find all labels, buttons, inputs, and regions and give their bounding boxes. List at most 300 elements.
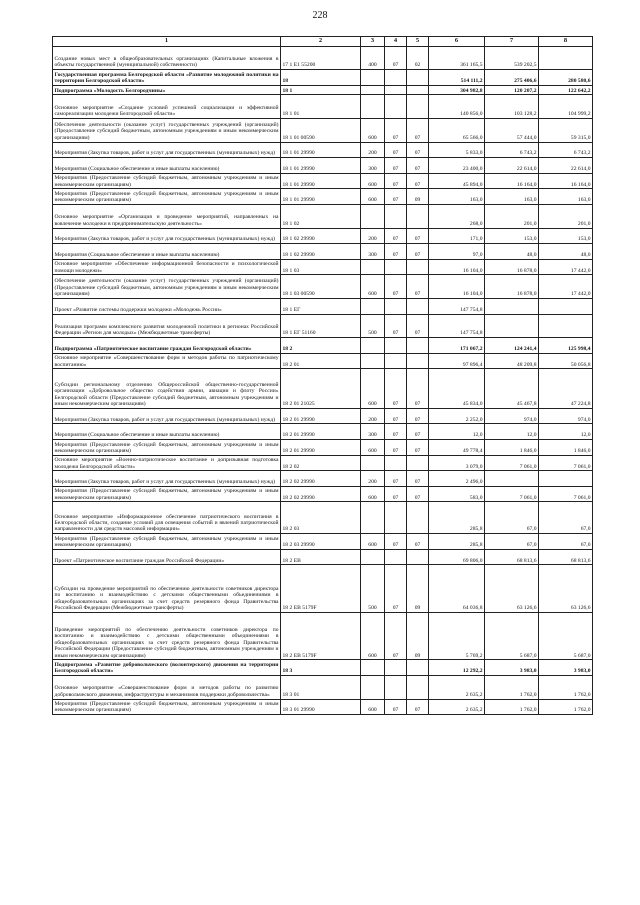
budget-table <box>52 36 593 715</box>
item-name: Мероприятия (Предоставление субсидий бюджетным, автономным учреждениям и иным некоммерческим организациям) <box>54 175 279 188</box>
expense-type: 600 <box>361 486 385 502</box>
table-row <box>53 275 593 299</box>
amount-year-1: 23 400,0 <box>429 158 485 174</box>
subsection-code <box>407 455 429 471</box>
amount-year-1: 64 036,8 <box>429 565 485 613</box>
subsection-code <box>407 338 429 354</box>
subsection-code: 09 <box>407 612 429 660</box>
amount-year-2: 974,0 <box>485 408 539 424</box>
item-name: Основное мероприятие «Совершенствование форм и методов работы по патриотическому воспитанию» <box>54 355 279 368</box>
amount-year-2: 539 202,5 <box>485 46 539 70</box>
amount-year-2: 48 209,8 <box>485 353 539 369</box>
amount-year-1: 65 566,0 <box>429 118 485 142</box>
section-code: 07 <box>385 189 407 205</box>
table-row <box>53 142 593 158</box>
amount-year-3 <box>539 314 593 338</box>
table-row <box>53 338 593 354</box>
amount-year-3 <box>539 471 593 487</box>
amount-year-2: 275 406,6 <box>485 70 539 86</box>
subsection-code: 07 <box>407 369 429 409</box>
section-code: 07 <box>385 534 407 550</box>
amount-year-1: 285,8 <box>429 502 485 534</box>
amount-year-1: 12,0 <box>429 424 485 440</box>
subsection-code <box>407 502 429 534</box>
subsection-code: 07 <box>407 314 429 338</box>
amount-year-1: 16 104,0 <box>429 259 485 275</box>
expense-type <box>361 259 385 275</box>
amount-year-2: 120 207,2 <box>485 85 539 95</box>
amount-year-2: 57 444,0 <box>485 118 539 142</box>
amount-year-3: 16 164,0 <box>539 173 593 189</box>
amount-year-3: 163,0 <box>539 189 593 205</box>
amount-year-1: 69 806,0 <box>429 549 485 565</box>
expense-type <box>361 353 385 369</box>
subsection-code: 07 <box>407 228 429 244</box>
item-name: Мероприятия (Закупка товаров, работ и услуг для государственных (муниципальных) нужд) <box>53 142 281 158</box>
table-row <box>53 471 593 487</box>
amount-year-2: 124 241,4 <box>485 338 539 354</box>
amount-year-1: 285,8 <box>429 534 485 550</box>
amount-year-2: 22 614,0 <box>485 158 539 174</box>
section-code: 07 <box>385 158 407 174</box>
table-row <box>53 549 593 565</box>
amount-year-1: 361 165,5 <box>429 46 485 70</box>
section-code: 07 <box>385 612 407 660</box>
item-name: Мероприятия (Социальное обеспечение и иные выплаты населению) <box>53 244 281 260</box>
table-row <box>53 228 593 244</box>
section-code <box>385 455 407 471</box>
section-code: 07 <box>385 408 407 424</box>
table-row <box>53 189 593 205</box>
table-row <box>53 353 593 369</box>
item-code: 18 1 01 29990 <box>281 173 361 189</box>
item-code: 18 2 01 29990 <box>281 440 361 456</box>
expense-type <box>361 298 385 314</box>
expense-type: 500 <box>361 565 385 613</box>
table-row <box>53 158 593 174</box>
item-code: 18 3 <box>281 660 361 676</box>
item-code: 18 1 01 29990 <box>281 142 361 158</box>
section-code <box>385 95 407 119</box>
item-name: Государственная программа Белгородской области «Развитие молодежной политики на территории Белгородской области» <box>54 71 279 85</box>
amount-year-2: 153,0 <box>485 228 539 244</box>
amount-year-1: 140 856,0 <box>429 95 485 119</box>
table-row <box>53 676 593 700</box>
amount-year-2: 6 743,2 <box>485 142 539 158</box>
amount-year-2: 12,0 <box>485 424 539 440</box>
item-name: Основное мероприятие «Обеспечение информационной безопасности и психологической помощи молодежи» <box>54 261 279 274</box>
expense-type <box>361 455 385 471</box>
item-name: Мероприятия (Предоставление субсидий бюджетным, автономным учреждениям и иным некоммерческим организациям) <box>54 190 279 204</box>
item-name: Мероприятия (Закупка товаров, работ и услуг для государственных (муниципальных) нужд) <box>53 228 281 244</box>
item-name: Подпрограмма «Патриотическое воспитание граждан Белгородской области» <box>53 338 281 354</box>
table-row <box>53 699 593 715</box>
item-code: 18 1 01 29990 <box>281 158 361 174</box>
item-code: 18 2 ЕВ 5179F <box>281 612 361 660</box>
section-code: 07 <box>385 173 407 189</box>
subsection-code <box>407 70 429 86</box>
item-name: Мероприятия (Закупка товаров, работ и услуг для государственных (муниципальных) нужд) <box>53 471 281 487</box>
item-code: 18 1 03 <box>281 259 361 275</box>
section-code <box>385 70 407 86</box>
expense-type: 600 <box>361 173 385 189</box>
amount-year-3: 5 687,0 <box>539 612 593 660</box>
expense-type: 200 <box>361 142 385 158</box>
section-code <box>385 259 407 275</box>
amount-year-1: 171,0 <box>429 228 485 244</box>
amount-year-3: 201,0 <box>539 204 593 228</box>
section-code: 07 <box>385 440 407 456</box>
item-name: Реализация программ комплексного развития молодежной политики в регионах Российской Федерации «Регион для молодых» (Межбюджетные трансферты) <box>53 314 281 338</box>
item-code: 18 1 01 29990 <box>281 189 361 205</box>
expense-type: 300 <box>361 244 385 260</box>
subsection-code <box>407 353 429 369</box>
item-name: Обеспечение деятельности (оказание услуг) государственных учреждений (организаций) (Предоставление субсидий бюджетным, автономным учреждениям и иным некоммерческим организациям) <box>53 118 281 142</box>
amount-year-1: 45 834,0 <box>429 369 485 409</box>
item-code: 18 2 02 <box>281 455 361 471</box>
amount-year-1: 5 833,0 <box>429 142 485 158</box>
item-name: Создание новых мест в общеобразовательных организациях (Капитальные вложения в объекты государственной (муниципальной) собственности) <box>53 46 281 70</box>
expense-type <box>361 502 385 534</box>
table-row <box>53 85 593 95</box>
item-name: Основное мероприятие «Создание условий успешной социализации и эффективной самореализации молодежи Белгородской области» <box>53 95 281 119</box>
expense-type: 200 <box>361 228 385 244</box>
amount-year-3: 63 126,6 <box>539 565 593 613</box>
item-code: 18 1 01 00590 <box>281 118 361 142</box>
section-code: 07 <box>385 699 407 715</box>
subsection-code: 07 <box>407 699 429 715</box>
table-row <box>53 565 593 613</box>
amount-year-2 <box>485 471 539 487</box>
header-cell: 5 <box>407 37 429 47</box>
item-name: Мероприятия (Предоставление субсидий бюджетным, автономным учреждениям и иным некоммерческим организациям) <box>54 441 279 454</box>
table-row <box>53 408 593 424</box>
subsection-code: 07 <box>407 142 429 158</box>
expense-type: 200 <box>361 471 385 487</box>
amount-year-2: 1 762,0 <box>485 699 539 715</box>
amount-year-1: 5 769,2 <box>429 612 485 660</box>
table-body <box>53 46 593 715</box>
amount-year-3 <box>539 46 593 70</box>
amount-year-2: 201,0 <box>485 204 539 228</box>
table-row <box>53 298 593 314</box>
section-code: 07 <box>385 314 407 338</box>
item-code: 18 1 01 <box>281 95 361 119</box>
section-code <box>385 676 407 700</box>
item-code: 18 1 02 <box>281 204 361 228</box>
item-name: Мероприятия (Предоставление субсидий бюджетным, автономным учреждениям и иным некоммерческим организациям) <box>54 488 279 501</box>
item-code: 18 1 ЕГ <box>281 298 361 314</box>
amount-year-3: 280 580,6 <box>539 70 593 86</box>
expense-type: 300 <box>361 158 385 174</box>
item-code: 18 2 01 <box>281 353 361 369</box>
expense-type <box>361 338 385 354</box>
item-code: 18 2 02 29990 <box>281 471 361 487</box>
item-name: Проведение мероприятий по обеспечению деятельности советников директора по воспитанию и взаимодействию с детскими общественными объединениями в общеобразовательных организациях за счет средств резервного фонда Правительства Российской Федерации (Предоставление субсидий бюджетным, автономным учреждениям и иным некоммерческим организациям) <box>53 612 281 660</box>
amount-year-1: 2 635,2 <box>429 699 485 715</box>
amount-year-1: 171 067,2 <box>429 338 485 354</box>
item-name: Основное мероприятие «Совершенствование форм и методов работы по развитию добровольческого движения, инфраструктуры и механизмов поддержки добровольчества» <box>53 676 281 700</box>
amount-year-3: 104 999,2 <box>539 95 593 119</box>
amount-year-2: 7 061,0 <box>485 486 539 502</box>
amount-year-3: 974,0 <box>539 408 593 424</box>
item-name: Мероприятия (Социальное обеспечение и иные выплаты населению) <box>53 158 281 174</box>
expense-type <box>361 95 385 119</box>
item-name: Мероприятия (Социальное обеспечение и иные выплаты населению) <box>53 424 281 440</box>
subsection-code: 07 <box>407 118 429 142</box>
amount-year-1: 3 079,0 <box>429 455 485 471</box>
amount-year-2 <box>485 298 539 314</box>
item-code: 18 <box>281 70 361 86</box>
amount-year-1: 2 635,2 <box>429 676 485 700</box>
subsection-code: 02 <box>407 46 429 70</box>
amount-year-3: 59 315,0 <box>539 118 593 142</box>
item-code: 18 2 03 <box>281 502 361 534</box>
expense-type: 200 <box>361 408 385 424</box>
item-name: Основное мероприятие «Информационное обеспечение патриотического воспитания в Белгородской области, создание условий для освещения событий и явлений патриотической направленности для средств массовой информации» <box>53 502 281 534</box>
expense-type <box>361 204 385 228</box>
expense-type: 300 <box>361 424 385 440</box>
amount-year-3: 125 998,4 <box>539 338 593 354</box>
amount-year-1: 583,0 <box>429 486 485 502</box>
header-cell: 1 <box>53 37 281 47</box>
amount-year-1: 97,0 <box>429 244 485 260</box>
subsection-code: 09 <box>407 189 429 205</box>
amount-year-2: 163,0 <box>485 189 539 205</box>
header-cell: 7 <box>485 37 539 47</box>
section-code: 07 <box>385 228 407 244</box>
item-code: 18 2 02 29990 <box>281 486 361 502</box>
amount-year-3: 67,0 <box>539 502 593 534</box>
amount-year-2 <box>485 314 539 338</box>
amount-year-2: 1 762,0 <box>485 676 539 700</box>
item-name: Подпрограмма «Развитие добровольческого (волонтерского) движения на территории Белгородской области» <box>54 661 279 675</box>
table-row <box>53 118 593 142</box>
amount-year-2: 45 467,8 <box>485 369 539 409</box>
amount-year-2: 103 128,2 <box>485 95 539 119</box>
page-number: 228 <box>312 10 328 21</box>
amount-year-3: 7 061,0 <box>539 486 593 502</box>
amount-year-2: 16 878,0 <box>485 259 539 275</box>
item-code: 18 1 ЕГ 51160 <box>281 314 361 338</box>
header-cell: 3 <box>361 37 385 47</box>
section-code <box>385 660 407 676</box>
expense-type: 600 <box>361 612 385 660</box>
amount-year-3: 50 056,8 <box>539 353 593 369</box>
section-code: 07 <box>385 46 407 70</box>
amount-year-3: 122 642,2 <box>539 85 593 95</box>
item-name: Основное мероприятие «Организация и проведение мероприятий, направленных на вовлечение молодежи в предпринимательскую деятельность» <box>53 204 281 228</box>
table-row <box>53 204 593 228</box>
amount-year-3: 1 762,0 <box>539 676 593 700</box>
expense-type: 600 <box>361 189 385 205</box>
amount-year-1: 49 778,4 <box>429 440 485 456</box>
amount-year-1: 45 894,0 <box>429 173 485 189</box>
table-row <box>53 612 593 660</box>
item-code: 18 3 01 29990 <box>281 699 361 715</box>
section-code <box>385 502 407 534</box>
table-row <box>53 424 593 440</box>
section-code <box>385 353 407 369</box>
header-cell: 8 <box>539 37 593 47</box>
amount-year-2: 67,0 <box>485 502 539 534</box>
item-code: 18 2 ЕВ <box>281 549 361 565</box>
table-row <box>53 70 593 86</box>
amount-year-1: 147 754,8 <box>429 314 485 338</box>
table-header-row <box>53 37 593 47</box>
header-cell: 2 <box>281 37 361 47</box>
amount-year-1: 2 496,0 <box>429 471 485 487</box>
expense-type <box>361 85 385 95</box>
expense-type: 400 <box>361 46 385 70</box>
table-row <box>53 314 593 338</box>
subsection-code: 07 <box>407 158 429 174</box>
table-row <box>53 46 593 70</box>
section-code <box>385 85 407 95</box>
expense-type <box>361 660 385 676</box>
subsection-code <box>407 549 429 565</box>
expense-type: 600 <box>361 118 385 142</box>
section-code: 07 <box>385 142 407 158</box>
item-code: 18 1 <box>281 85 361 95</box>
amount-year-1: 12 292,2 <box>429 660 485 676</box>
subsection-code: 07 <box>407 244 429 260</box>
header-cell: 6 <box>429 37 485 47</box>
amount-year-1: 514 111,2 <box>429 70 485 86</box>
amount-year-3: 68 813,6 <box>539 549 593 565</box>
section-code: 07 <box>385 244 407 260</box>
item-name: Мероприятия (Предоставление субсидий бюджетным, автономным учреждениям и иным некоммерческим организациям) <box>54 701 279 714</box>
item-name: Обеспечение деятельности (оказание услуг) государственных учреждений (организаций) (Предоставление субсидий бюджетным, автономным учреждениям и иным некоммерческим организациям) <box>53 275 281 299</box>
amount-year-3: 12,0 <box>539 424 593 440</box>
section-code: 07 <box>385 369 407 409</box>
section-code: 07 <box>385 424 407 440</box>
subsection-code: 07 <box>407 471 429 487</box>
amount-year-3: 47 224,8 <box>539 369 593 409</box>
amount-year-3: 7 061,0 <box>539 455 593 471</box>
section-code: 07 <box>385 565 407 613</box>
item-name: Подпрограмма «Молодость Белгородчины» <box>53 85 281 95</box>
table-row <box>53 502 593 534</box>
subsection-code: 07 <box>407 534 429 550</box>
table-row <box>53 440 593 456</box>
item-name: Субсидии региональному отделению Общероссийской общественно-государственной организации «Добровольное общество содействия армии, авиации и флоту России» Белгородской области (Предоставление субсидий бюджетным, автономным учреждениям и иным некоммерческим организациям) <box>53 369 281 409</box>
amount-year-3: 1 762,0 <box>539 699 593 715</box>
amount-year-3: 17 442,0 <box>539 259 593 275</box>
amount-year-2: 67,0 <box>485 534 539 550</box>
amount-year-2: 1 846,0 <box>485 440 539 456</box>
item-name: Мероприятия (Предоставление субсидий бюджетным, автономным учреждениям и иным некоммерческим организациям) <box>54 535 279 548</box>
subsection-code <box>407 298 429 314</box>
amount-year-1: 97 896,4 <box>429 353 485 369</box>
amount-year-1: 147 754,8 <box>429 298 485 314</box>
expense-type <box>361 549 385 565</box>
section-code <box>385 204 407 228</box>
expense-type: 500 <box>361 314 385 338</box>
amount-year-2: 3 983,0 <box>485 660 539 676</box>
item-name: Проект «Развитие системы поддержки молодежи «Молодежь России» <box>53 298 281 314</box>
amount-year-2: 16 164,0 <box>485 173 539 189</box>
subsection-code <box>407 85 429 95</box>
amount-year-3: 48,0 <box>539 244 593 260</box>
section-code <box>385 549 407 565</box>
subsection-code: 07 <box>407 424 429 440</box>
subsection-code <box>407 676 429 700</box>
subsection-code: 07 <box>407 275 429 299</box>
item-code: 18 2 03 29990 <box>281 534 361 550</box>
expense-type: 600 <box>361 699 385 715</box>
table-row <box>53 455 593 471</box>
amount-year-2: 16 878,0 <box>485 275 539 299</box>
table-row <box>53 534 593 550</box>
item-name: Проект «Патриотическое воспитание граждан Российской Федерации» <box>53 549 281 565</box>
amount-year-3: 1 846,0 <box>539 440 593 456</box>
table-row <box>53 259 593 275</box>
item-code: 18 2 01 29990 <box>281 424 361 440</box>
header-cell: 4 <box>385 37 407 47</box>
subsection-code: 07 <box>407 486 429 502</box>
expense-type <box>361 70 385 86</box>
expense-type <box>361 676 385 700</box>
subsection-code: 07 <box>407 173 429 189</box>
item-code: 18 1 02 29990 <box>281 228 361 244</box>
table-row <box>53 660 593 676</box>
item-code: 18 2 ЕВ 5179F <box>281 565 361 613</box>
section-code: 07 <box>385 118 407 142</box>
subsection-code <box>407 204 429 228</box>
section-code <box>385 298 407 314</box>
table-row <box>53 486 593 502</box>
amount-year-1: 16 104,0 <box>429 275 485 299</box>
amount-year-3: 17 442,0 <box>539 275 593 299</box>
amount-year-3: 22 614,0 <box>539 158 593 174</box>
subsection-code: 07 <box>407 408 429 424</box>
amount-year-3: 153,0 <box>539 228 593 244</box>
amount-year-2: 48,0 <box>485 244 539 260</box>
amount-year-2: 7 061,0 <box>485 455 539 471</box>
subsection-code <box>407 660 429 676</box>
amount-year-3: 3 983,0 <box>539 660 593 676</box>
table-row <box>53 95 593 119</box>
subsection-code: 09 <box>407 565 429 613</box>
item-code: 18 2 <box>281 338 361 354</box>
amount-year-2: 63 126,6 <box>485 565 539 613</box>
item-code: 18 3 01 <box>281 676 361 700</box>
expense-type: 600 <box>361 369 385 409</box>
item-name: Мероприятия (Закупка товаров, работ и услуг для государственных (муниципальных) нужд) <box>53 408 281 424</box>
item-name: Субсидии на проведение мероприятий по обеспечению деятельности советников директора по воспитанию и взаимодействию с детскими общественными объединениями в общеобразовательных организациях за счет средств резервного фонда Правительства Российской Федерации (Межбюджетные трансферты) <box>53 565 281 613</box>
amount-year-2: 5 687,0 <box>485 612 539 660</box>
amount-year-3 <box>539 298 593 314</box>
table-row <box>53 244 593 260</box>
table-row <box>53 369 593 409</box>
expense-type: 600 <box>361 275 385 299</box>
amount-year-1: 163,0 <box>429 189 485 205</box>
expense-type: 600 <box>361 534 385 550</box>
amount-year-1: 304 982,8 <box>429 85 485 95</box>
amount-year-1: 268,0 <box>429 204 485 228</box>
item-name: Основное мероприятие «Военно-патриотическое воспитание и допризывная подготовка молодежи Белгородской области» <box>54 457 279 470</box>
amount-year-3: 6 743,2 <box>539 142 593 158</box>
item-code: 18 1 03 00590 <box>281 275 361 299</box>
subsection-code: 07 <box>407 440 429 456</box>
item-code: 18 2 01 21025 <box>281 369 361 409</box>
amount-year-3: 67,0 <box>539 534 593 550</box>
section-code: 07 <box>385 471 407 487</box>
amount-year-2: 68 813,6 <box>485 549 539 565</box>
table-row <box>53 173 593 189</box>
item-code: 18 1 02 29990 <box>281 244 361 260</box>
